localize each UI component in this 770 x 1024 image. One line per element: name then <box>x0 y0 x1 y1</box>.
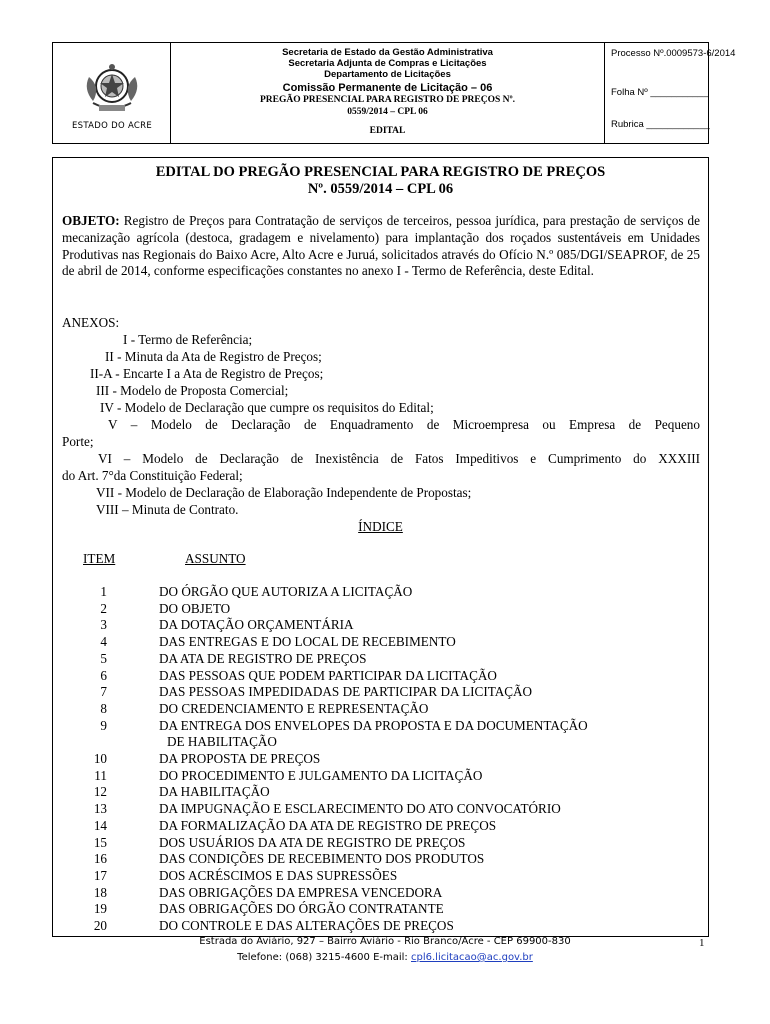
indice-item-number: 12 <box>93 784 107 800</box>
header-pregao-line1: PREGÃO PRESENCIAL PARA REGISTRO DE PREÇOS Nº. <box>259 95 515 105</box>
indice-item-number: 6 <box>100 667 107 683</box>
indice-item-text: DA IMPUGNAÇÃO E ESCLARECIMENTO DO ATO CONVOCATÓRIO <box>159 801 561 817</box>
header-secretaria-adjunta: Secretaria Adjunta de Compras e Licitações <box>288 58 487 69</box>
header-edital: EDITAL <box>369 126 406 136</box>
folha-field: Folha Nº ___________ <box>611 87 709 98</box>
indice-item-number: 5 <box>100 650 107 666</box>
anexo-item: VII - Modelo de Declaração de Elaboração Independente de Propostas; <box>96 485 472 500</box>
indice-item-text: DAS ENTREGAS E DO LOCAL DE RECEBIMENTO <box>159 634 456 650</box>
indice-item-text: DO PROCEDIMENTO E JULGAMENTO DA LICITAÇÃO <box>159 767 483 783</box>
indice-item-text: DE HABILITAÇÃO <box>167 734 277 750</box>
anexo-item: VIII – Minuta de Contrato. <box>96 502 239 517</box>
indice-item-text: DO ÓRGÃO QUE AUTORIZA A LICITAÇÃO <box>159 584 413 599</box>
indice-item-text: DA PROPOSTA DE PREÇOS <box>159 751 321 766</box>
indice-item-text: DA ENTREGA DOS ENVELOPES DA PROPOSTA E DA DOCUMENTAÇÃO <box>159 717 588 733</box>
indice-item-text: DA DOTAÇÃO ORÇAMENTÁRIA <box>159 617 354 633</box>
indice-item-number: 1 <box>100 584 107 599</box>
indice-item-text: DO CONTROLE E DAS ALTERAÇÕES DE PREÇOS <box>159 918 454 933</box>
document-body <box>52 157 709 937</box>
processo-number: Processo Nº.0009573-6/2014 <box>611 48 736 59</box>
anexo-item: do Art. 7°da Constituição Federal; <box>62 468 243 483</box>
edital-title-line1: EDITAL DO PREGÃO PRESENCIAL PARA REGISTRO DE PREÇOS <box>155 164 606 180</box>
indice-item-text: DAS OBRIGAÇÕES DA EMPRESA VENCEDORA <box>159 884 443 900</box>
indice-item-number: 7 <box>100 684 107 700</box>
indice-item-number: 17 <box>93 867 107 883</box>
anexos-heading: ANEXOS: <box>62 315 120 330</box>
indice-col-assunto: ASSUNTO <box>185 551 246 566</box>
anexo-item: III - Modelo de Proposta Comercial; <box>96 383 289 398</box>
indice-item-text: DAS CONDIÇÕES DE RECEBIMENTO DOS PRODUTOS <box>159 851 485 867</box>
anexo-item: I - Termo de Referência; <box>123 332 253 347</box>
indice-item-text: DAS PESSOAS QUE PODEM PARTICIPAR DA LICITAÇÃO <box>159 667 497 683</box>
anexo-item: V – Modelo de Declaração de Enquadramento de Microempresa ou Empresa de Pequeno <box>108 417 700 432</box>
header-center <box>171 43 605 143</box>
indice-item-number: 10 <box>93 751 107 766</box>
indice-item-text: DAS OBRIGAÇÕES DO ÓRGÃO CONTRATANTE <box>159 901 444 917</box>
indice-item-text: DA FORMALIZAÇÃO DA ATA DE REGISTRO DE PREÇOS <box>159 817 497 833</box>
indice-item-number: 20 <box>93 918 107 933</box>
anexo-item: VI – Modelo de Declaração de Inexistência de Fatos Impeditivos e Cumprimento do XXXIII <box>98 451 700 466</box>
indice-item-text: DO OBJETO <box>159 600 231 616</box>
indice-item-number: 15 <box>93 834 107 850</box>
indice-item-number: 11 <box>94 767 107 783</box>
rubrica-field: Rubrica ____________ <box>611 119 710 130</box>
anexo-item: II-A - Encarte I a Ata de Registro de Preços; <box>90 366 324 381</box>
header-commission: Comissão Permanente de Licitação – 06 <box>282 82 493 94</box>
indice-item-text: DAS PESSOAS IMPEDIDADAS DE PARTICIPAR DA LICITAÇÃO <box>159 684 533 700</box>
indice-item-text: DO CREDENCIAMENTO E REPRESENTAÇÃO <box>159 700 429 716</box>
indice-item-number: 2 <box>100 600 107 616</box>
indice-item-number: 18 <box>93 884 107 900</box>
header-pregao-line2: 0559/2014 – CPL 06 <box>347 106 428 117</box>
seal-cell <box>53 43 171 143</box>
indice-item-text: DA ATA DE REGISTRO DE PREÇOS <box>159 650 367 666</box>
anexo-item: Porte; <box>62 434 94 449</box>
seal-caption: ESTADO DO ACRE <box>71 121 153 131</box>
objeto-label: OBJETO: <box>62 213 120 228</box>
header-departamento: Departamento de Licitações <box>324 69 451 80</box>
indice-heading: ÍNDICE <box>358 519 403 534</box>
indice-item-number: 3 <box>100 617 107 633</box>
indice-item-number: 8 <box>100 700 107 716</box>
anexo-item: II - Minuta da Ata de Registro de Preços; <box>105 349 322 364</box>
objeto-paragraph <box>62 213 700 280</box>
indice-item-number: 19 <box>93 901 107 917</box>
footer-address: Estrada do Aviário, 927 – Bairro Aviário - Rio Branco/Acre - CEP 69900-830 <box>199 936 571 947</box>
indice-col-item: ITEM <box>83 551 116 566</box>
state-seal-icon <box>81 59 143 119</box>
indice-item-text: DOS USUÁRIOS DA ATA DE REGISTRO DE PREÇOS <box>159 834 466 850</box>
indice-item-text: DA HABILITAÇÃO <box>159 784 270 800</box>
page-number: 1 <box>699 937 705 949</box>
header-right <box>605 43 736 143</box>
footer-contact <box>0 952 770 963</box>
indice-item-number: 13 <box>93 801 107 817</box>
indice-item-number: 4 <box>100 634 107 650</box>
indice-item-number: 9 <box>100 717 107 733</box>
objeto-text: Registro de Preços para Contratação de serviços de terceiros, pessoa jurídica, para prestação de serviços de mecanização agrícola (destoca, gradagem e nivelamento) para implantação dos roçados sustentáveis em Unidades Produtivas nas Regionais do Baixo Acre, Alto Acre e Juruá, solicitados através do Ofício N.º 085/DGI/SEAPROF, de 25 de abril de 2014, conforme especificações constantes no anexo I - Termo de Referência, deste Edital. <box>62 213 701 279</box>
document-header <box>52 42 736 144</box>
anexo-item: IV - Modelo de Declaração que cumpre os requisitos do Edital; <box>100 400 434 415</box>
indice-item-number: 14 <box>93 817 107 833</box>
edital-title-line2: Nº. 0559/2014 – CPL 06 <box>307 181 454 197</box>
indice-item-text: DOS ACRÉSCIMOS E DAS SUPRESSÕES <box>159 867 398 883</box>
indice-item-number: 16 <box>93 851 107 867</box>
header-secretaria: Secretaria de Estado da Gestão Administrativa <box>282 47 493 58</box>
footer-email-link[interactable]: cpl6.licitacao@ac.gov.br <box>411 952 533 963</box>
footer-phone: Telefone: (068) 3215-4600 E-mail: <box>237 952 408 963</box>
